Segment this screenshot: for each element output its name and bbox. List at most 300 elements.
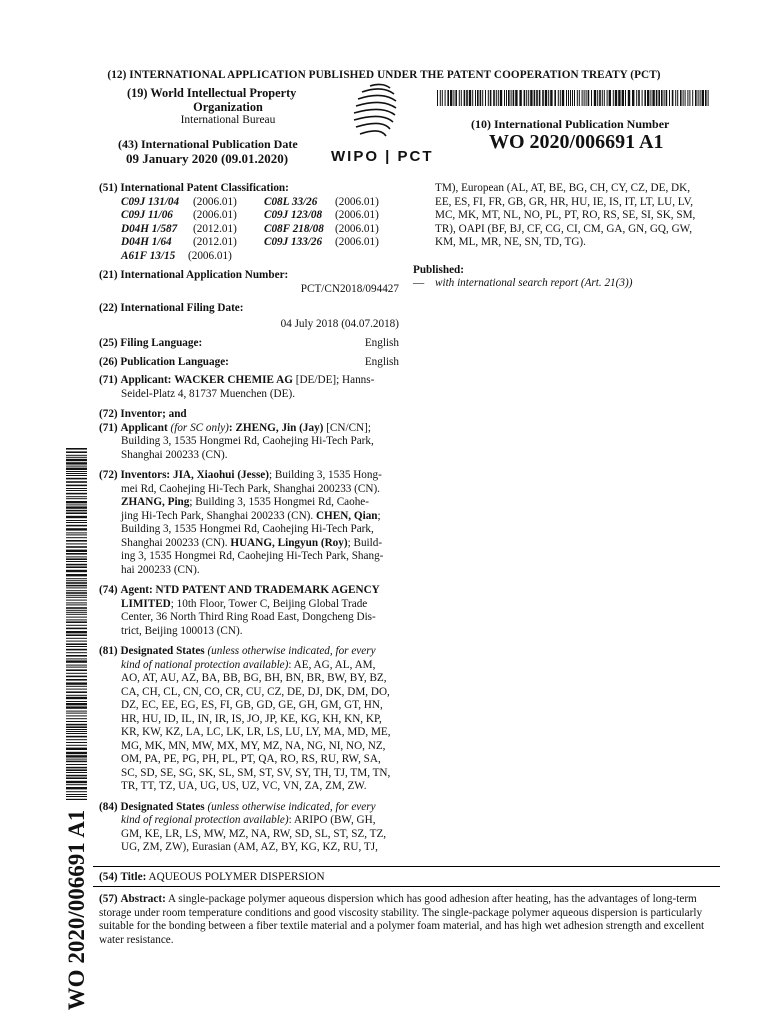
barcode-bar (66, 550, 87, 552)
wipo-logo (332, 82, 436, 152)
barcode-bar (66, 796, 87, 797)
ipc-date: (2012.01) (193, 222, 237, 235)
barcode-bar (66, 767, 87, 769)
inventor-name: JIA, Xiaohui (Jesse) (172, 469, 269, 481)
barcode-bar (466, 90, 468, 106)
ds-regional-num: (84) (99, 800, 118, 813)
barcode-bar (66, 451, 87, 453)
barcode-bar (66, 582, 87, 584)
side-pub-number (53, 809, 101, 1011)
ipc-code: C09J 133/26 (264, 236, 323, 248)
wipo-emblem-icon (332, 82, 436, 152)
barcode-bar (66, 570, 87, 572)
barcode-bar (66, 574, 87, 576)
published-dash: — (413, 277, 425, 289)
barcode-bar (477, 90, 479, 106)
barcode-bar (511, 90, 512, 106)
barcode-bar (66, 468, 87, 470)
barcode-bar (459, 90, 460, 106)
barcode-bar (66, 787, 87, 789)
published-item (413, 277, 719, 291)
barcode-bar (469, 90, 471, 106)
barcode-bar (658, 90, 660, 106)
barcode-bar (66, 628, 87, 630)
barcode-bar (461, 90, 462, 106)
right-column (413, 182, 719, 291)
ds-national-codes: HR, HU, ID, IL, IN, IR, IS, JO, JP, KE, KG, KH, KN, KP, (121, 712, 382, 725)
barcode-bar (66, 478, 87, 480)
barcode-bar (705, 90, 707, 106)
barcode-bar (66, 534, 87, 535)
barcode-bar (628, 90, 630, 106)
barcode-bar (66, 655, 87, 657)
barcode-bar (66, 686, 87, 687)
barcode-bar (66, 475, 87, 476)
barcode-bar (568, 90, 569, 106)
ds-regional-codes: UG, ZM, ZW), Eurasian (AM, AZ, BY, KG, KZ, RU, TJ, (121, 841, 378, 853)
ds-regional-codes-cont: KM, ML, MR, NE, SN, TD, TG). (435, 236, 586, 248)
barcode-bar (66, 697, 87, 699)
org-num: (19) (127, 86, 148, 100)
barcode-bar (652, 90, 654, 106)
barcode-bar (482, 90, 483, 106)
agent-label: Agent: (120, 584, 153, 596)
barcode-bar (455, 90, 457, 106)
ds-national-codes: MG, MK, MN, MW, MX, MY, MZ, NA, NG, NI, NO, NZ, (121, 739, 386, 752)
applicant-sc-num: (71) (99, 421, 118, 434)
ds-national-codes: DZ, EC, EE, EG, ES, FI, GB, GD, GE, GH, GM, GT, HN, (121, 699, 383, 711)
agent-name: LIMITED (121, 597, 171, 610)
barcode-bar (584, 90, 585, 106)
org-line1 (127, 86, 296, 101)
barcode-bar (572, 90, 573, 106)
ipc-label: (51) International Patent Classification: (99, 182, 289, 194)
inventors-num: (72) (99, 469, 118, 481)
applicant-sc-label: Applicant (120, 421, 168, 434)
bureau: International Bureau (180, 114, 276, 126)
barcode-bar (66, 706, 87, 708)
ipc-date: (2006.01) (188, 249, 232, 262)
barcode-bar (66, 512, 87, 514)
barcode-bar (66, 619, 87, 620)
barcode-bar (66, 769, 87, 771)
barcode-bar (675, 90, 676, 106)
agent-address: ; 10th Floor, Tower C, Beijing Global Trade (170, 597, 368, 610)
barcode-bar (66, 537, 87, 538)
barcode-bar (66, 522, 87, 523)
barcode-bar (66, 631, 87, 633)
abstract-text: suitable for the bonding between a fiber textile material and a polymer foam material, and has high wet adhesion strength and excellent (99, 920, 705, 932)
barcode-bar (66, 558, 87, 560)
barcode-bar (447, 90, 449, 106)
barcode-bar (66, 703, 87, 705)
pub-date-label-text: International Publication Date (141, 137, 298, 151)
barcode-bar (66, 711, 87, 712)
ds-national-note: (unless otherwise indicated, for every (207, 645, 376, 657)
barcode-bar (650, 90, 651, 106)
barcode-bar (642, 90, 643, 106)
inventor-name: HUANG, Lingyun (Roy) (230, 536, 348, 549)
barcode-bar (66, 546, 87, 548)
ds-national-codes: TR, TT, TZ, UA, UG, US, UZ, VC, VN, ZA, ZM, ZW. (121, 780, 367, 792)
barcode-bar (66, 516, 87, 518)
pub-number-label-num: (10) (471, 117, 491, 131)
barcode-bar (66, 525, 87, 527)
ipc-codes (121, 196, 399, 264)
barcode-bar (66, 679, 87, 681)
barcode-bar (574, 90, 575, 106)
barcode-bar (66, 646, 87, 647)
barcode-bar (66, 748, 87, 750)
inventor-address: ; Building 3, 1535 Hongmei Rd, Caohe- (189, 496, 370, 508)
ds-regional-codes-cont: MC, MK, MT, NL, NO, PL, PT, RO, RS, SE, SI, SK, SM, (435, 209, 696, 221)
barcode-bar (548, 90, 549, 106)
filing-lang (99, 337, 399, 351)
barcode-bar (66, 612, 87, 613)
barcode-bar (636, 90, 637, 106)
barcode-bar (545, 90, 547, 106)
barcode-bar (566, 90, 567, 106)
ds-regional-note: kind of regional protection available) (121, 814, 289, 826)
pub-lang-value: English (364, 355, 399, 368)
barcode-bar (526, 90, 527, 106)
barcode-bar (66, 701, 87, 702)
inventor-address: ; Building 3, 1535 Hong- (269, 469, 382, 481)
barcode-bar (698, 90, 699, 106)
barcode-bar (66, 459, 87, 461)
barcode-bar (66, 784, 87, 785)
barcode-bar (453, 90, 454, 106)
barcode-bar (695, 90, 697, 106)
barcode-bar (66, 759, 87, 760)
barcode-bar (450, 90, 452, 106)
barcode-bar (66, 673, 87, 674)
agent-num: (74) (99, 584, 118, 596)
barcode-bar (618, 90, 620, 106)
barcode-bar (66, 715, 87, 716)
barcode-bar (550, 90, 552, 106)
barcode-bar (66, 561, 87, 562)
barcode-bar (485, 90, 486, 106)
barcode-bar (66, 448, 87, 450)
applicant-sc-address-2: Shanghai 200233 (CN). (121, 448, 228, 461)
barcode-bar (542, 90, 544, 106)
barcode-bar (644, 90, 646, 106)
barcode-bar (700, 90, 701, 106)
barcode-bar (500, 90, 502, 106)
barcode-bar (604, 90, 605, 106)
ipc-code: C08L 33/26 (264, 195, 318, 208)
barcode-bar (66, 772, 87, 773)
barcode-bar (66, 592, 87, 594)
barcode-bar (66, 466, 87, 467)
barcode-bar (689, 90, 690, 106)
abstract-text: A single-package polymer aqueous dispersion which has good adhesion after heating, has the advantages of long-term (165, 893, 697, 905)
barcode-bar (594, 90, 596, 106)
barcode-bar (66, 660, 87, 662)
barcode-bar (66, 669, 87, 671)
inventor-address: mei Rd, Caohejing Hi-Tech Park, Shanghai 200233 (CN). (121, 482, 380, 495)
title-section (99, 871, 325, 885)
barcode-bar (66, 726, 87, 728)
designated-states-national (99, 645, 399, 794)
barcode-bar (602, 90, 603, 106)
barcode-bar (708, 90, 709, 106)
barcode-bar (66, 799, 87, 800)
inventor-address: ing 3, 1535 Hongmei Rd, Caohejing Hi-Tech Park, Shang- (121, 550, 384, 562)
inventor-and: (72) Inventor; and (99, 408, 187, 420)
barcode-bar (66, 462, 87, 464)
ds-regional-codes-cont: TM), European (AL, AT, BE, BG, CH, CY, CZ, DE, DK, (435, 182, 691, 194)
pub-number: WO 2020/006691 A1 (489, 131, 664, 153)
inventor-address: Building 3, 1535 Hongmei Rd, Caohejing Hi-Tech Park, (121, 523, 374, 535)
barcode-bar (66, 543, 87, 544)
pub-lang-label: (26) Publication Language: (99, 355, 229, 368)
barcode-bar (66, 602, 87, 603)
barcode-bar (632, 90, 634, 106)
ipc-date: (2006.01) (335, 195, 379, 208)
barcode-bar (66, 590, 87, 591)
inventor-address: jing Hi-Tech Park, Shanghai 200233 (CN). (121, 509, 316, 522)
barcode-bar (66, 556, 87, 557)
barcode-bar (615, 90, 617, 106)
barcode-bar (554, 90, 556, 106)
filing-date-label: (22) International Filing Date: (99, 302, 244, 314)
applicant-sc-address-1: Building 3, 1535 Hongmei Rd, Caohejing Hi-Tech Park, (121, 435, 374, 447)
barcode-bar (66, 676, 87, 678)
abstract-label: Abstract: (120, 893, 166, 905)
barcode-bar (66, 501, 87, 503)
barcode-bar (66, 471, 87, 472)
barcode-bar (66, 610, 87, 611)
agent-address: trict, Beijing 100013 (CN). (121, 624, 243, 637)
barcode-bar (66, 604, 87, 605)
barcode-bar (609, 90, 611, 106)
applicant-label: Applicant: (120, 374, 172, 386)
barcode-top (437, 90, 709, 106)
org-name-1: World Intellectual Property (150, 86, 297, 100)
barcode-bar (66, 504, 87, 505)
barcode-bar (66, 643, 87, 645)
abstract (99, 893, 721, 947)
pub-date: 09 January 2020 (09.01.2020) (126, 151, 289, 166)
barcode-bar (570, 90, 571, 106)
barcode-bar (440, 90, 441, 106)
barcode-bar (625, 90, 626, 106)
barcode-bar (66, 510, 87, 512)
ipc-date: (2006.01) (335, 209, 379, 221)
ipc-row (121, 209, 399, 223)
barcode-bar (66, 745, 87, 746)
barcode-bar (66, 794, 87, 795)
ipc-code: C09J 123/08 (264, 209, 323, 221)
ipc-code: C09J 131/04 (121, 195, 180, 208)
barcode-bar (66, 713, 87, 714)
barcode-bar (66, 595, 87, 596)
ds-national-note: kind of national protection available) (121, 658, 289, 671)
side-pub-number-text: WO 2020/006691 A1 (64, 809, 89, 1011)
app-number-label: (21) International Application Number: (99, 269, 289, 281)
designated-states-regional (99, 801, 399, 855)
barcode-bar (687, 90, 688, 106)
barcode-bar (66, 621, 87, 623)
barcode-bar (591, 90, 592, 106)
barcode-bar (508, 90, 510, 106)
barcode-bar (683, 90, 684, 106)
pub-number-label (471, 117, 669, 132)
barcode-bar (442, 90, 443, 106)
barcode-bar (515, 90, 517, 106)
barcode-bar (66, 718, 87, 719)
barcode-bar (66, 490, 87, 491)
ipc-date: (2006.01) (193, 209, 237, 221)
barcode-bar (66, 488, 87, 489)
barcode-bar (66, 496, 87, 497)
barcode-bar (66, 493, 87, 495)
ipc-date: (2012.01) (193, 236, 237, 248)
agent-address: Center, 36 North Third Ring Road East, Dongcheng Dis- (121, 611, 376, 623)
ipc-date: (2006.01) (193, 195, 237, 208)
barcode-bar (66, 755, 87, 757)
left-column (99, 182, 399, 855)
barcode-bar (66, 721, 87, 722)
ds-national-num: (81) (99, 645, 118, 657)
barcode-bar (66, 481, 87, 483)
barcode-bar (66, 764, 87, 765)
divider-line (93, 866, 720, 867)
filing-date-value: 04 July 2018 (04.07.2018) (280, 317, 399, 330)
barcode-bar (66, 691, 87, 693)
barcode-bar (66, 540, 87, 542)
barcode-bar (66, 617, 87, 618)
ds-national-codes: SC, SD, SE, SG, SK, SL, SM, ST, SV, SY, TH, TJ, TM, TN, (121, 766, 391, 779)
barcode-bar (472, 90, 473, 106)
barcode-bar (506, 90, 507, 106)
barcode-bar (66, 532, 87, 533)
barcode-bar (66, 506, 87, 508)
barcode-bar (597, 90, 598, 106)
ds-national-codes: AO, AT, AU, AZ, BA, BB, BG, BH, BN, BR, BW, BY, BZ, (121, 672, 387, 684)
barcode-bar (66, 652, 87, 653)
agent (99, 584, 399, 638)
barcode-bar (496, 90, 497, 106)
barcode-bar (493, 90, 495, 106)
ds-national-label: Designated States (120, 645, 205, 657)
barcode-bar (445, 90, 446, 106)
abstract-num: (57) (99, 893, 118, 905)
barcode-bar (66, 625, 87, 626)
barcode-bar (66, 739, 87, 740)
pub-lang (99, 356, 399, 370)
barcode-bar (66, 777, 87, 779)
applicant-num: (71) (99, 374, 118, 386)
barcode-bar (488, 90, 489, 106)
applicant-sc: (71) Applicant (for SC only): ZHENG, Jin (Jay) [CN/CN]; Building 3, 1535 Hongmei Rd, Caohejing Hi-Tech Park, Shanghai 200233 (CN). (99, 422, 399, 463)
barcode-bar (475, 90, 476, 106)
ds-national-codes: KR, KW, KZ, LA, LC, LK, LR, LS, LU, LY, MA, MD, ME, (121, 726, 391, 738)
applicant (99, 374, 399, 401)
barcode-bar (66, 585, 87, 587)
ipc-date: (2006.01) (335, 222, 379, 235)
ds-regional-label: Designated States (120, 800, 205, 813)
title-value: AQUEOUS POLYMER DISPERSION (148, 871, 325, 883)
filing-lang-value: English (364, 337, 399, 349)
inventor-address: ; (377, 509, 381, 522)
barcode-bar (66, 607, 87, 609)
barcode-bar (66, 638, 87, 639)
barcode-bar (558, 90, 559, 106)
barcode-bar (66, 614, 87, 615)
barcode-bar (66, 600, 87, 601)
barcode-bar (669, 90, 670, 106)
ipc-row (121, 196, 399, 210)
barcode-bar (66, 649, 87, 651)
ipc-code: C08F 218/08 (264, 222, 324, 235)
barcode-bar (66, 724, 87, 726)
published-label: Published: (413, 263, 464, 276)
barcode-bar (66, 733, 87, 734)
barcode-bar (66, 781, 87, 783)
ipc-code: D04H 1/64 (121, 236, 172, 248)
barcode-bar (519, 90, 521, 106)
barcode-bar (504, 90, 505, 106)
barcode-bar (490, 90, 492, 106)
barcode-bar (66, 736, 87, 738)
applicant-name: WACKER CHEMIE AG (174, 374, 293, 386)
barcode-bar (66, 731, 87, 732)
ipc-date: (2006.01) (335, 236, 379, 248)
barcode-bar (66, 667, 87, 668)
barcode-bar (702, 90, 704, 106)
barcode-bar (588, 90, 590, 106)
barcode-bar (66, 520, 87, 521)
inventors (99, 469, 399, 577)
barcode-bar (530, 90, 532, 106)
barcode-bar (562, 90, 564, 106)
inventor-name: ZHANG, Ping (121, 496, 190, 508)
title-num: (54) (99, 871, 118, 883)
barcode-bar (579, 90, 580, 106)
barcode-bar (66, 682, 87, 684)
document-header-title: (12) INTERNATIONAL APPLICATION PUBLISHED UNDER THE PATENT COOPERATION TREATY (PCT) (107, 69, 661, 81)
barcode-bar (66, 564, 87, 566)
barcode-bar (582, 90, 583, 106)
barcode-bar (66, 641, 87, 642)
applicant-sc-name: ZHENG, Jin (Jay) (235, 421, 324, 434)
wipo-logo-text: WIPO | PCT (331, 148, 434, 165)
barcode-bar (66, 665, 87, 666)
applicant-rest-1: [DE/DE]; Hanns- (292, 374, 375, 386)
agent-name: NTD PATENT AND TRADEMARK AGENCY (155, 584, 380, 596)
barcode-bar (534, 90, 536, 106)
divider-line (93, 886, 720, 887)
barcode-bar (672, 90, 674, 106)
barcode-bar (692, 90, 693, 106)
ds-regional-codes-cont: TR), OAPI (BF, BJ, CF, CG, CI, CM, GA, GN, GQ, GW, (435, 222, 692, 235)
ipc-row (121, 250, 399, 264)
barcode-bar (66, 775, 87, 777)
barcode-bar (577, 90, 578, 106)
barcode-bar (586, 90, 587, 106)
pub-date-label (118, 137, 298, 152)
barcode-bar (647, 90, 649, 106)
barcode-bar (66, 553, 87, 555)
barcode-bar (66, 742, 87, 743)
barcode-bar (677, 90, 678, 106)
app-number-value: PCT/CN2018/094427 (300, 282, 399, 295)
barcode-bar (622, 90, 624, 106)
barcode-bar (66, 566, 87, 568)
